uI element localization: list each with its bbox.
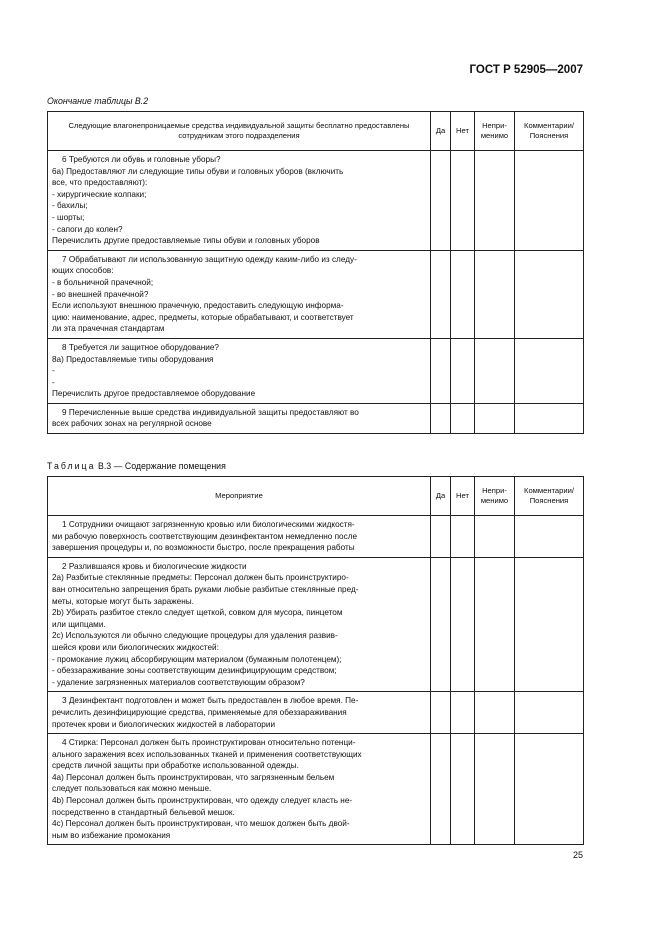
question-line: 2 Разлившаяся кровь и биологические жидкости (62, 561, 247, 571)
answer-cell-comments[interactable] (515, 338, 584, 403)
question-line: меты, которые могут быть заражены. (52, 596, 194, 606)
answer-cell-no[interactable] (451, 338, 475, 403)
col-header-main: Следующие влагонепроницаемые средства индивидуальной защиты бесплатно предоставлены сотрудникам этого подразделения (48, 112, 431, 151)
page-number: 25 (572, 850, 583, 860)
question-line: - удаление загрязненных материалов соответствующим образом? (52, 677, 305, 687)
answer-cell-na[interactable] (475, 250, 515, 338)
question-line: речислить дезинфицирующие средства, применяемые для обеззараживания (52, 707, 347, 717)
table-b3 (47, 476, 584, 845)
table-row (48, 557, 584, 692)
table-b3-caption-text: В.3 — Содержание помещения (97, 461, 226, 471)
question-line: 8а) Предоставляемые типы оборудования (52, 354, 214, 364)
answer-cell-na[interactable] (475, 692, 515, 734)
table-b3-caption (47, 461, 226, 471)
answer-cell-comments[interactable] (515, 403, 584, 433)
table-row (48, 338, 584, 403)
question-cell (48, 151, 431, 251)
question-line: 7 Обрабатывают ли использованную защитную одежду каким-либо из следу- (62, 254, 357, 264)
answer-cell-yes[interactable] (431, 692, 451, 734)
answer-cell-yes[interactable] (431, 338, 451, 403)
question-cell (48, 557, 431, 692)
answer-cell-na[interactable] (475, 557, 515, 692)
answer-cell-no[interactable] (451, 516, 475, 558)
question-line: Если используют внешнюю прачечную, предоставить следующую информа- (52, 301, 344, 311)
question-line: 2а) Разбитые стеклянные предметы: Персонал должен быть проинструктиро- (52, 573, 349, 583)
answer-cell-no[interactable] (451, 151, 475, 251)
question-cell (48, 692, 431, 734)
question-line: все, что предоставляют): (52, 178, 148, 188)
question-line: 4 Стирка: Персонал должен быть проинструктирован относительно потенци- (62, 738, 356, 748)
table-row (48, 692, 584, 734)
table-header-row (48, 477, 584, 516)
table-row (48, 734, 584, 845)
answer-cell-no[interactable] (451, 734, 475, 845)
question-line: 6 Требуются ли обувь и головные уборы? (62, 155, 221, 164)
question-line: или щипцами. (52, 619, 106, 629)
question-line: ального заражения всех использованных тканей и применения соответствующих (52, 749, 362, 759)
answer-cell-no[interactable] (451, 692, 475, 734)
question-cell (48, 734, 431, 845)
question-line: 1 Сотрудники очищают загрязненную кровью или биологическими жидкостя- (62, 520, 355, 529)
table-row (48, 516, 584, 558)
answer-cell-yes[interactable] (431, 151, 451, 251)
question-line: 9 Перечисленные выше средства индивидуальной защиты предоставляют во (62, 407, 359, 417)
col-header-comments: Комментарии/Пояснения (515, 112, 584, 151)
col-header-no: Нет (451, 112, 475, 151)
answer-cell-yes[interactable] (431, 250, 451, 338)
col-header-na: Непри-менимо (475, 477, 515, 516)
question-line: - (52, 377, 55, 387)
answer-cell-comments[interactable] (515, 250, 584, 338)
col-header-yes: Да (431, 112, 451, 151)
question-line: всех рабочих зонах на регулярной основе (52, 419, 212, 429)
question-cell (48, 403, 431, 433)
question-cell (48, 516, 431, 558)
answer-cell-na[interactable] (475, 734, 515, 845)
question-line: следует пользоваться как можно меньше. (52, 784, 212, 794)
answer-cell-comments[interactable] (515, 516, 584, 558)
question-line: 2с) Используются ли обычно следующие процедуры для удаления развив- (52, 631, 338, 641)
answer-cell-no[interactable] (451, 557, 475, 692)
table-row (48, 151, 584, 251)
question-cell (48, 250, 431, 338)
table-b2-caption: Окончание таблицы В.2 (47, 96, 149, 106)
answer-cell-yes[interactable] (431, 557, 451, 692)
answer-cell-na[interactable] (475, 516, 515, 558)
question-line: - промокание лужиц абсорбирующим материалом (бумажным полотенцем); (52, 654, 342, 664)
table-b2 (47, 111, 584, 434)
answer-cell-yes[interactable] (431, 403, 451, 433)
answer-cell-comments[interactable] (515, 734, 584, 845)
question-line: - в больничной прачечной; (52, 277, 154, 287)
question-line: ван относительно запрещения брать руками любые разбитые стеклянные пред- (52, 584, 359, 594)
question-line: 6а) Предоставляют ли следующие типы обуви и головных уборов (включить (52, 166, 344, 176)
answer-cell-comments[interactable] (515, 151, 584, 251)
answer-cell-na[interactable] (475, 338, 515, 403)
question-line: посредственно в стандартный бельевой мешок. (52, 807, 235, 817)
table-row (48, 403, 584, 433)
question-line: Перечислить другие предоставляемые типы обуви и головных уборов (52, 236, 320, 246)
document-standard-number: ГОСТ Р 52905—2007 (469, 64, 583, 76)
question-line: - (52, 366, 55, 376)
question-line: ми рабочую поверхность соответствующим дезинфектантом немедленно после (52, 531, 358, 541)
question-cell (48, 338, 431, 403)
table-b3-caption-label: Таблица (47, 461, 96, 471)
question-line: - во внешней прачечной? (52, 289, 149, 299)
question-line: - сапоги до колен? (52, 224, 123, 234)
question-line: ющих способов: (52, 266, 114, 276)
question-line: 4а) Персонал должен быть проинструктирован, что загрязненным бельем (52, 772, 335, 782)
col-header-na: Непри-менимо (475, 112, 515, 151)
col-header-yes: Да (431, 477, 451, 516)
question-line: шейся крови или биологических жидкостей: (52, 642, 219, 652)
answer-cell-na[interactable] (475, 403, 515, 433)
question-line: протечек крови и биологических жидкостей в лаборатории (52, 719, 276, 729)
question-line: - хирургические колпаки; (52, 189, 147, 199)
question-line: 4b) Персонал должен быть проинструктирован, что одежду следует класть не- (52, 796, 353, 806)
answer-cell-no[interactable] (451, 250, 475, 338)
question-line: ным во избежание промокания (52, 830, 171, 840)
answer-cell-na[interactable] (475, 151, 515, 251)
question-line: ли эта прачечная стандартам (52, 324, 165, 334)
question-line: 8 Требуется ли защитное оборудование? (62, 342, 219, 352)
table-header-row (48, 112, 584, 151)
question-line: завершения процедуры и, по возможности быстро, после прекращения работы (52, 543, 355, 553)
answer-cell-yes[interactable] (431, 516, 451, 558)
question-line: 3 Дезинфектант подготовлен и может быть предоставлен в любое время. Пе- (62, 696, 359, 706)
question-line: 4с) Персонал должен быть проинструктирован, что мешок должен быть двой- (52, 819, 350, 829)
answer-cell-no[interactable] (451, 403, 475, 433)
question-line: 2b) Убирать разбитое стекло следует щеткой, совком для мусора, пинцетом (52, 608, 343, 618)
answer-cell-comments[interactable] (515, 557, 584, 692)
question-line: цию: наименование, адрес, предметы, которые обрабатывают, и соответствует (52, 312, 354, 322)
question-line: Перечислить другое предоставляемое оборудование (52, 389, 256, 399)
question-line: средств личной защиты при обработке использованной одежды. (52, 761, 299, 771)
answer-cell-comments[interactable] (515, 692, 584, 734)
answer-cell-yes[interactable] (431, 734, 451, 845)
question-line: - обеззараживание зоны соответствующим дезинфицирующим средством; (52, 666, 337, 676)
col-header-comments: Комментарии/Пояснения (515, 477, 584, 516)
question-line: - бахилы; (52, 201, 88, 211)
table-row (48, 250, 584, 338)
question-line: - шорты; (52, 212, 85, 222)
col-header-no: Нет (451, 477, 475, 516)
col-header-main: Мероприятие (48, 477, 431, 516)
